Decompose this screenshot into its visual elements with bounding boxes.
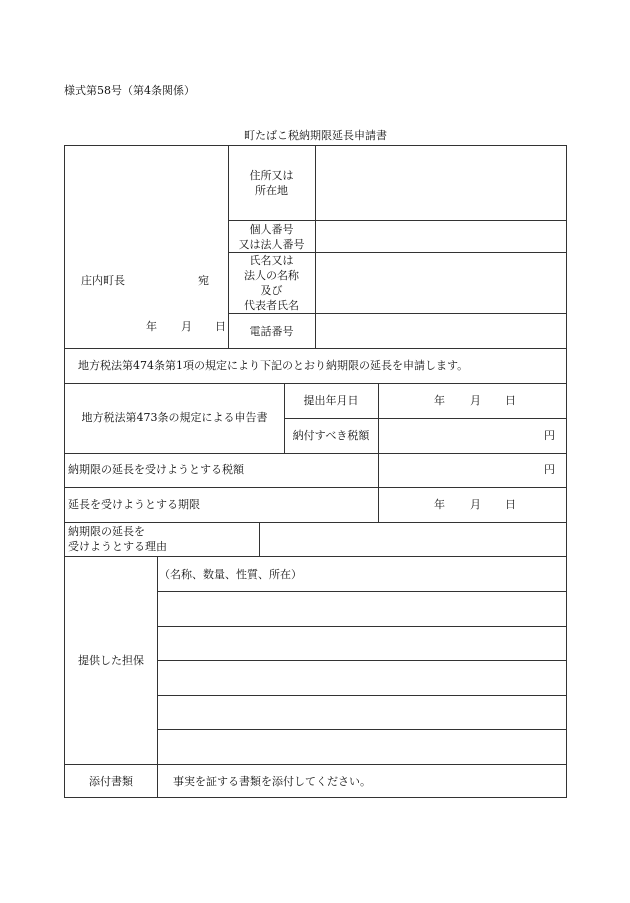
submission-date-label: 提出年月日 xyxy=(303,394,359,407)
submission-date-day[interactable]: 日 xyxy=(505,394,516,407)
attachments-label: 添付書類 xyxy=(89,775,133,788)
form-title: 町たばこ税納期限延長申請書 xyxy=(244,129,387,142)
name-label: 氏名又は 法人の名称 及び 代表者氏名 xyxy=(244,254,299,312)
declaration-label: 地方税法第473条の規定による申告書 xyxy=(81,411,268,424)
attachments-note: 事実を証する書類を添付してください。 xyxy=(173,775,371,788)
recipient-date-year: 年 xyxy=(146,320,157,333)
tax-due-unit[interactable]: 円 xyxy=(544,429,555,442)
reason-label: 納期限の延長を 受けようとする理由 xyxy=(68,525,167,553)
extension-amount-unit[interactable]: 円 xyxy=(544,463,555,476)
phone-label: 電話番号 xyxy=(249,325,294,338)
recipient-name: 庄内町長 xyxy=(81,274,125,287)
submission-date-year[interactable]: 年 xyxy=(434,394,445,407)
recipient-date-day: 日 xyxy=(215,320,226,333)
recipient-honorific: 宛 xyxy=(198,274,209,287)
extension-amount-label: 納期限の延長を受けようとする税額 xyxy=(68,463,244,476)
collateral-label: 提供した担保 xyxy=(78,654,144,667)
personal-number-label: 個人番号 又は法人番号 xyxy=(238,223,305,251)
tax-due-label: 納付すべき税額 xyxy=(292,429,370,442)
extension-deadline-year[interactable]: 年 xyxy=(434,498,445,511)
recipient-date-month: 月 xyxy=(181,320,192,333)
extension-deadline-month[interactable]: 月 xyxy=(470,498,481,511)
application-form-table xyxy=(64,145,567,798)
extension-deadline-day[interactable]: 日 xyxy=(505,498,516,511)
application-statement: 地方税法第474条第1項の規定により下記のとおり納期限の延長を申請します。 xyxy=(78,359,469,372)
extension-deadline-label: 延長を受けようとする期限 xyxy=(68,498,200,511)
address-label: 住所又は 所在地 xyxy=(249,169,294,197)
form-number: 様式第58号（第4条関係） xyxy=(64,84,195,97)
collateral-header: （名称、数量、性質、所在） xyxy=(159,568,302,581)
submission-date-month[interactable]: 月 xyxy=(470,394,481,407)
